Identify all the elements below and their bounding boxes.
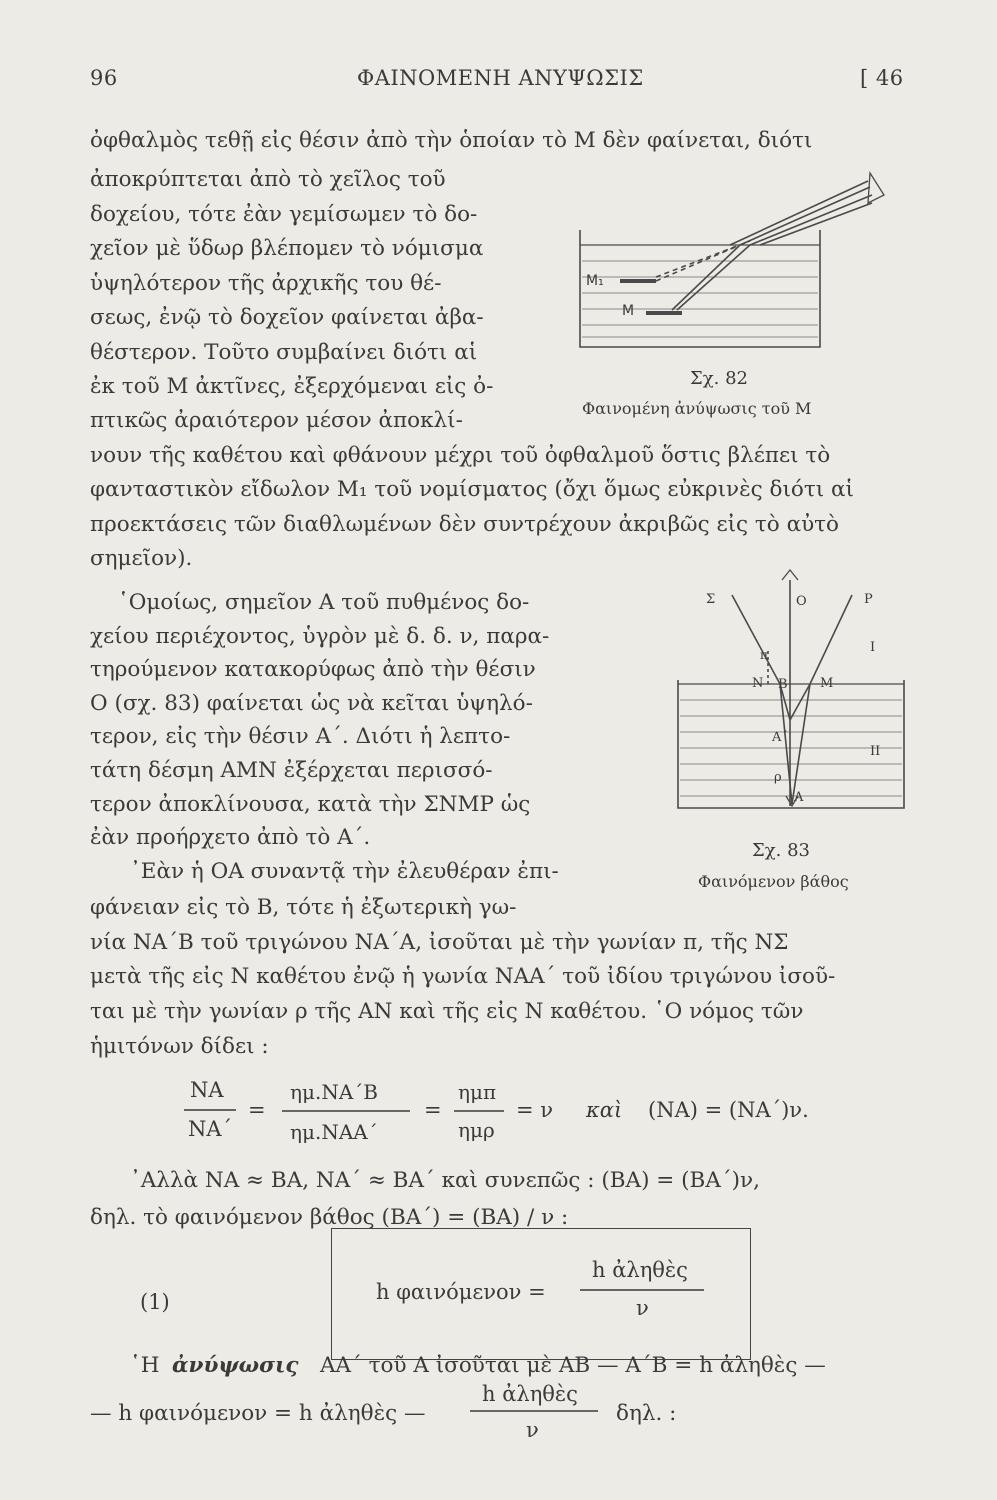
text-line: ἀποκρύπτεται ἀπὸ τὸ χεῖλος τοῦ [90, 167, 446, 192]
fig83-label-sigma: Σ [706, 592, 716, 607]
fig83-label-rho: ρ [774, 770, 782, 785]
text-line: ᾿Αλλὰ ΝΑ ≈ ΒΑ, ΝΑ΄ ≈ ΒΑ΄ καὶ συνεπῶς : (ΒΑ) = (ΒΑ΄)ν, [130, 1168, 760, 1193]
text-line: νουν τῆς καθέτου καὶ φθάνουν μέχρι τοῦ ὀφθαλμοῦ ὅστις βλέπει τὸ [90, 443, 831, 468]
fig83-caption: Φαινόμενον βάθος [698, 872, 849, 891]
text-line: δοχείου, τότε ἐὰν γεμίσωμεν τὸ δο- [90, 202, 478, 227]
text-line: προεκτάσεις τῶν διαθλωμένων δὲν συντρέχουν ἀκριβῶς εἰς τὸ αὐτὸ [90, 512, 839, 537]
text-line: θέστερον. Τοῦτο συμβαίνει διότι αἱ [90, 340, 478, 365]
eq2-numerator: h ἀληθὲς [592, 1258, 688, 1282]
eq2-lhs: h φαινόμενον = [376, 1280, 546, 1304]
eq2-fraction-bar [580, 1289, 704, 1291]
text-line: πτικῶς ἀραιότερον μέσον ἀποκλί- [90, 408, 463, 433]
final-l1b: ἀνύψωσις [172, 1353, 299, 1378]
fig83-label-one: Ι [870, 640, 876, 655]
text-line: ἡμιτόνων δίδει : [90, 1034, 269, 1059]
text-line: ᾿Εὰν ἡ ΟΑ συναντᾷ τὴν ἐλευθέραν ἐπι- [130, 859, 559, 884]
text-line: τερον ἀποκλίνουσα, κατὰ τὴν ΣΝΜΡ ὡς [90, 792, 531, 817]
final-l2a: — h φαινόμενον = h ἀληθὲς — [90, 1401, 426, 1426]
eq1-pi-top: ημπ [458, 1080, 497, 1104]
text-line: ῾Ομοίως, σημεῖον Α τοῦ πυθμένος δο- [118, 590, 530, 615]
final-denominator: ν [526, 1418, 539, 1442]
eq2-number: (1) [140, 1290, 170, 1314]
final-numerator: h ἀληθὲς [482, 1382, 578, 1406]
final-fraction-bar [470, 1410, 598, 1412]
text-line: χείου περιέχοντος, ὑγρὸν μὲ δ. δ. ν, παρα- [90, 624, 550, 649]
section-marker: [ 46 [860, 66, 904, 90]
text-line: τάτη δέσμη ΑΜΝ ἐξέρχεται περισσό- [90, 758, 493, 783]
fig83-label-a: Α [794, 790, 804, 805]
fig83-caption-number: Σχ. 83 [752, 840, 810, 861]
text-line: ἐὰν προήρχετο ἀπὸ τὸ Α΄. [90, 825, 371, 850]
eq1-tail: = ν [516, 1098, 554, 1122]
eq1-relation: (ΝΑ) = (ΝΑ΄)ν. [648, 1098, 809, 1122]
eq1-fraction-bar-3 [454, 1110, 504, 1112]
text-line: ὀφθαλμὸς τεθῇ εἰς θέσιν ἀπὸ τὴν ὁποίαν τὸ Μ δὲν φαίνεται, διότι [90, 128, 813, 153]
fig82-label-m: Μ [622, 303, 635, 319]
eq1-na: ΝΑ [190, 1078, 224, 1102]
fig83-label-two: ΙΙ [870, 744, 881, 759]
text-line: χεῖον μὲ ὕδωρ βλέπομεν τὸ νόμισμα [90, 236, 484, 261]
text-line: σημεῖον). [90, 546, 193, 571]
eq1-na1: ΝΑ΄ [188, 1117, 233, 1141]
eq2-denominator: ν [636, 1296, 649, 1320]
figure-83-diagram [672, 570, 912, 820]
fig83-label-b: Β [778, 677, 788, 692]
fig83-label-a1: Α΄ [772, 730, 788, 745]
fig83-label-m: Μ [820, 676, 834, 691]
eq1-rho-bot: ημρ [458, 1118, 495, 1142]
eq1-equals-1: = [248, 1098, 266, 1122]
running-title: ΦΑΙΝΟΜΕΝΗ ΑΝΥΨΩΣΙΣ [357, 66, 644, 90]
final-l1c: ΑΑ΄ τοῦ Α ἰσοῦται μὲ ΑΒ — Α΄Β = h ἀληθὲς — [320, 1353, 826, 1378]
text-line: δηλ. τὸ φαινόμενον βάθος (ΒΑ΄) = (ΒΑ) / ν : [90, 1205, 569, 1230]
fig83-label-p: Ρ [864, 592, 873, 607]
fig83-label-pi: π [760, 648, 768, 662]
text-line: τηρούμενον κατακορύφως ἀπὸ τὴν θέσιν [90, 657, 536, 682]
eq1-kai: καὶ [586, 1098, 623, 1122]
eq1-equals-2: = [424, 1098, 442, 1122]
figure-82-diagram [572, 165, 892, 365]
page-number: 96 [90, 66, 118, 90]
text-line: νία ΝΑ΄Β τοῦ τριγώνου ΝΑ΄Α, ἰσοῦται μὲ τὴν γωνίαν π, τῆς ΝΣ [90, 930, 789, 955]
text-line: Ο (σχ. 83) φαίνεται ὡς νὰ κεῖται ὑψηλό- [90, 691, 533, 716]
fig82-caption: Φαινομένη ἀνύψωσις τοῦ Μ [582, 399, 812, 418]
fig82-label-m1: Μ₁ [586, 273, 604, 289]
final-l2b: δηλ. : [616, 1401, 677, 1426]
text-line: σεως, ἐνῷ τὸ δοχεῖον φαίνεται ἀβα- [90, 305, 484, 330]
text-line: ὑψηλότερον τῆς ἀρχικῆς του θέ- [90, 271, 442, 296]
text-line: ται μὲ τὴν γωνίαν ρ τῆς ΑΝ καὶ τῆς εἰς Ν καθέτου. ῾Ο νόμος τῶν [90, 999, 804, 1024]
fig83-label-o: Ο [796, 594, 807, 609]
text-line: τερον, εἰς τὴν θέσιν Α΄. Διότι ἡ λεπτο- [90, 724, 511, 749]
eq1-sin-bot: ημ.ΝΑΑ΄ [290, 1120, 378, 1144]
text-line: ἐκ τοῦ Μ ἀκτῖνες, ἐξερχόμεναι εἰς ὀ- [90, 374, 494, 399]
fig82-caption-number: Σχ. 82 [690, 368, 748, 389]
text-line: φανταστικὸν εἴδωλον Μ₁ τοῦ νομίσματος (ὄχι ὅμως εὐκρινὲς διότι αἱ [90, 477, 854, 502]
eq1-fraction-bar-1 [184, 1109, 236, 1111]
final-l1a: ῾Η [130, 1353, 160, 1378]
text-line: φάνειαν εἰς τὸ Β, τότε ἡ ἐξωτερικὴ γω- [90, 895, 517, 920]
eq1-sin-top: ημ.ΝΑ΄Β [290, 1080, 378, 1104]
text-line: μετὰ τῆς εἰς Ν καθέτου ἐνῷ ἡ γωνία ΝΑΑ΄ τοῦ ἰδίου τριγώνου ἰσοῦ- [90, 964, 836, 989]
eq1-fraction-bar-2 [282, 1110, 410, 1112]
fig83-label-n: Ν [752, 676, 764, 691]
